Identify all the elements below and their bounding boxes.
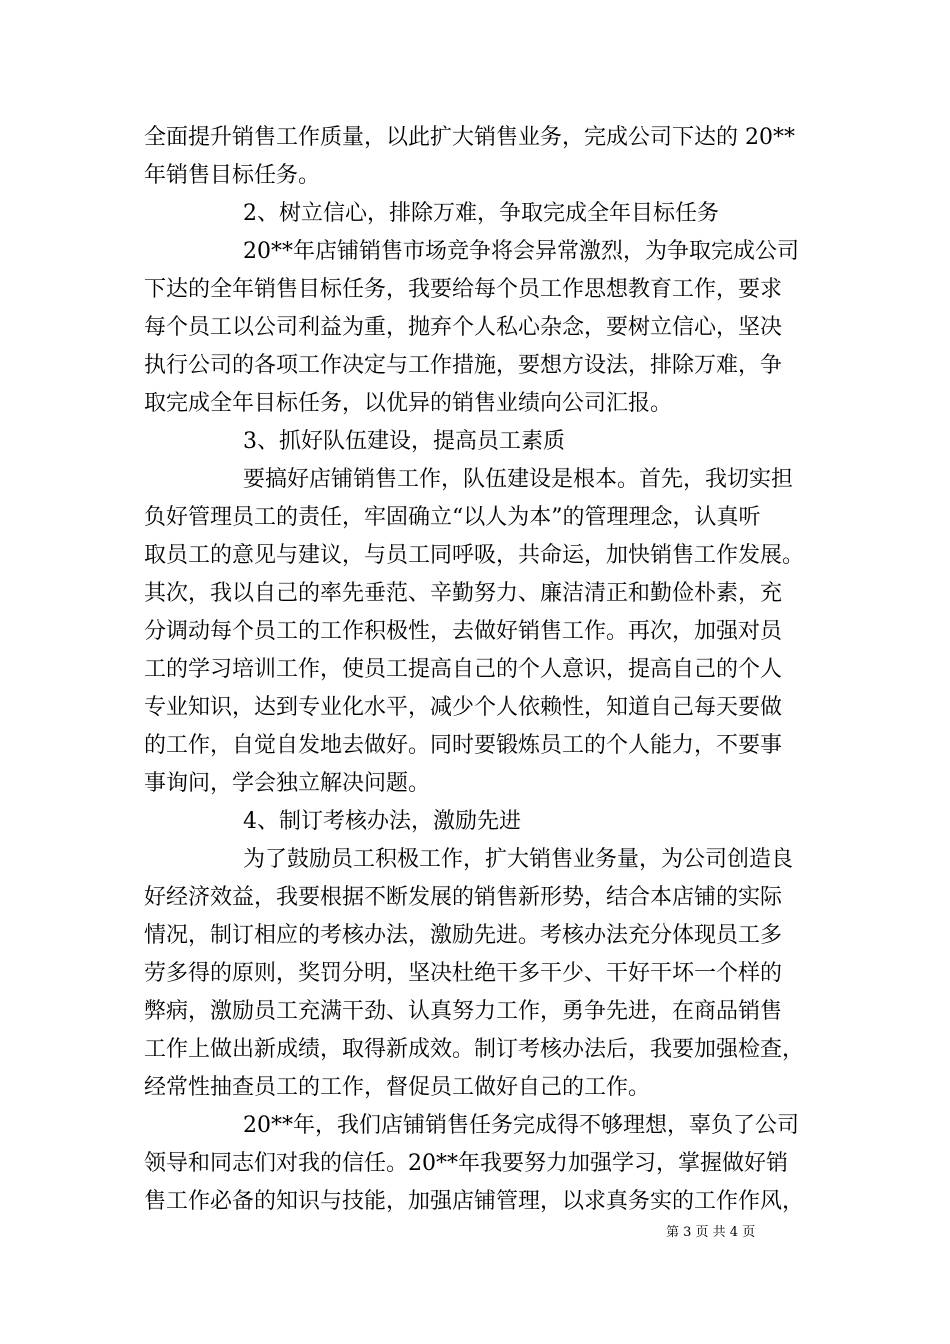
text-line-22: 情况，制订相应的考核办法，激励先进。考核办法充分体现员工多	[144, 923, 783, 948]
paragraph-start: 20**年店铺销售市场竞争将会异常激烈，为争取完成公司	[243, 239, 799, 264]
text-line-14: 分调动每个员工的工作积极性，去做好销售工作。再次，加强对员	[144, 619, 783, 644]
text-line-25: 工作上做出新成绩，取得新成效。制订考核办法后，我要加强检查，	[144, 1037, 805, 1062]
text-line-2: 年销售目标任务。	[144, 163, 321, 188]
text-line-6: 每个员工以公司利益为重，抛弃个人私心杂念，要树立信心，坚决	[144, 315, 783, 340]
text-line-17: 的工作，自觉自发地去做好。同时要锻炼员工的个人能力，不要事	[144, 733, 783, 758]
section-heading-4: 4、制订考核办法，激励先进	[243, 809, 521, 834]
paragraph-start: 为了鼓励员工积极工作，扩大销售业务量，为公司创造良	[243, 847, 794, 872]
text-line-5: 下达的全年销售目标任务，我要给每个员工作思想教育工作，要求	[144, 277, 783, 302]
section-heading-3: 3、抓好队伍建设，提高员工素质	[243, 429, 565, 454]
paragraph-start: 要搞好店铺销售工作，队伍建设是根本。首先，我切实担	[243, 467, 794, 492]
paragraph-start: 20**年，我们店铺销售任务完成得不够理想，辜负了公司	[243, 1113, 799, 1138]
text-line-7: 执行公司的各项工作决定与工作措施，要想方设法，排除万难，争	[144, 353, 783, 378]
text-line-28: 领导和同志们对我的信任。20**年我要努力加强学习，掌握做好销	[144, 1151, 788, 1176]
text-line-12: 取员工的意见与建议，与员工同呼吸，共命运，加快销售工作发展。	[144, 543, 805, 568]
text-line-23: 劳多得的原则，奖罚分明，坚决杜绝干多干少、干好干坏一个样的	[144, 961, 783, 986]
text-line-29: 售工作必备的知识与技能，加强店铺管理，以求真务实的工作作风，	[144, 1189, 805, 1214]
text-line-1: 全面提升销售工作质量，以此扩大销售业务，完成公司下达的 20**	[144, 125, 795, 150]
page-number-footer: 第 3 页 共 4 页	[666, 1225, 756, 1240]
text-line-11: 负好管理员工的责任，牢固确立“以人为本”的管理理念，认真听	[144, 505, 761, 530]
text-line-15: 工的学习培训工作，使员工提高自己的个人意识，提高自己的个人	[144, 657, 783, 682]
section-heading-2: 2、树立信心，排除万难，争取完成全年目标任务	[243, 201, 719, 226]
text-line-18: 事询问，学会独立解决问题。	[144, 771, 431, 796]
text-line-8: 取完成全年目标任务，以优异的销售业绩向公司汇报。	[144, 391, 673, 416]
text-line-24: 弊病，激励员工充满干劲、认真努力工作，勇争先进，在商品销售	[144, 999, 783, 1024]
text-line-26: 经常性抽查员工的工作，督促员工做好自己的工作。	[144, 1075, 651, 1100]
text-line-16: 专业知识，达到专业化水平，减少个人依赖性，知道自己每天要做	[144, 695, 783, 720]
text-line-21: 好经济效益，我要根据不断发展的销售新形势，结合本店铺的实际	[144, 885, 783, 910]
text-line-13: 其次，我以自己的率先垂范、辛勤努力、廉洁清正和勤俭朴素，充	[144, 581, 783, 606]
